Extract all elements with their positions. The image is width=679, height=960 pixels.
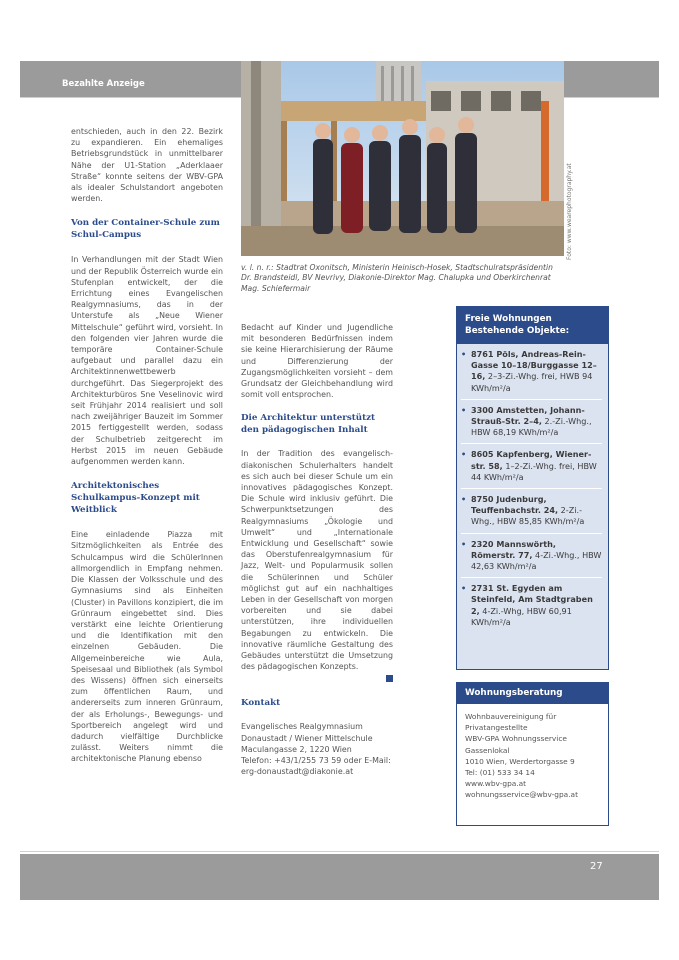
paid-ad-label: Bezahlte Anzeige: [62, 79, 145, 89]
group-photo: [241, 61, 564, 256]
advice-website-link[interactable]: www.wbv-gpa.at: [465, 779, 527, 789]
article-column-2: [241, 322, 393, 778]
paragraph: Bedacht auf Kinder und Jugendliche mit besonderen Bedürfnissen indem sie keine Hierarchisierung der Räume und Differenzierung der Zugangsmöglichkeiten vorsieht – dem Grundsatz der Gleichbehandlung wird somit voll entsprochen.: [241, 323, 393, 400]
contact-line: Donaustadt / Wiener Mittelschule: [241, 733, 373, 743]
paragraph: In der Tradition des evangelisch-diakonischen Schulerhalters handelt es sich auch bei dieser Schule um ein innovatives pädagogisches Konzept. Die Schule wird inklusiv geführt. Die Schwerpunktsetzungen des Realgymnasiums „Ökologie und Umwelt“ und „Internationale Entwicklung und Gesellschaft“ sowie das Oberstufenrealgymnasium für Jazz, Welt- und Popularmusik sollen die Schülerinnen und Schüler möglichst gut auf ein nachhaltiges Leben in der Gesellschaft von morgen vorbereiten und sie dabei unterstützen, ihre individuellen Begabungen zu entwickeln. Die innovative räumliche Gestaltung des Gebäudes unterstützt die Umsetzung des pädagogischen Konzepts.: [241, 449, 393, 672]
advice-line: Gassenlokal: [465, 745, 510, 755]
housing-advice-heading: Wohnungsberatung: [457, 683, 608, 704]
advice-line: WBV-GPA Wohnungsservice: [465, 734, 567, 744]
photo-credit: Foto: www.wearephotography.at: [566, 163, 573, 260]
section-heading: Von der Container-Schule zum Schul-Campus: [71, 218, 220, 241]
housing-advice-box: [456, 682, 609, 826]
section-heading: Architektonisches Schulkampus-Konzept mit Weitblick: [71, 481, 200, 516]
advice-line: 1010 Wien, Werdertorgasse 9: [465, 756, 575, 766]
paragraph: Eine einladende Piazza mit Sitzmöglichkeiten als Entrée des Schulcampus wird die SchülerInnen allmorgendlich in Empfang nehmen. Die Klassen der Volksschule und des Gymnasiums sind als Einheiten (Cluster) in Pavillons konzipiert, die im Grünraum eingebettet sind. Dies verstärkt eine leichte Orientierung und die Identifikation mit den einzelnen Gebäuden. Die Allgemeinbereiche wie Aula, Speisesaal und Bibliothek (als Symbol des Wissens) öffnen sich einerseits zum öffentlichen Raum, und andererseits zum inneren Grünraum, der als Erholungs-, Bewegungs- und Sportbereich angelegt wird und dadurch vielfältige Durchblicke zulässt. Weiters nimmt die architektonische Planung ebenso: [71, 530, 223, 764]
advice-email-link[interactable]: wohnungsservice@wbv-gpa.at: [465, 790, 578, 800]
free-apartments-box: [456, 306, 609, 670]
contact-line: Maculangasse 2, 1220 Wien: [241, 744, 352, 754]
apartment-item: • 2320 Mannswörth, Römerstr. 77, 4-Zi.-Whg., HBW 42,63 KWh/m²/a: [461, 533, 602, 578]
footer-bar: [20, 854, 659, 900]
end-square-icon: [386, 675, 393, 682]
apartment-item: • 8605 Kapfenberg, Wiener-str. 58, 1–2-Zi.-Whg. frei, HBW 44 KWh/m²/a: [461, 443, 602, 488]
contact-line: Telefon: +43/1/255 73 59 oder E-Mail:: [241, 756, 391, 766]
contact-email: erg-donaustadt@diakonie.at: [241, 767, 354, 777]
page-number: 27: [590, 861, 603, 872]
section-heading: Die Architektur unterstützt den pädagogischen Inhalt: [241, 413, 376, 436]
contact-heading: Kontakt: [241, 698, 281, 709]
footer-divider: [20, 851, 659, 852]
advice-line: Wohnbauvereinigung für: [465, 712, 557, 721]
apartment-item: • 8761 Pöls, Andreas-Rein-Gasse 10–18/Burggasse 12–16, 2–3-Zi.-Whg. frei, HWB 94 KWh/m²/a: [461, 344, 602, 399]
apartment-item: • 8750 Judenburg, Teuffenbachstr. 24, 2-Zi.-Whg., HBW 85,85 KWh/m²/a: [461, 488, 602, 533]
free-apartments-heading: Freie Wohnungen Bestehende Objekte:: [457, 307, 608, 344]
article-column-1: [71, 126, 223, 765]
apartment-item: • 3300 Amstetten, Johann-Strauß-Str. 2–4, 2.-Zi.-Whg., HBW 68,19 KWh/m²/a: [461, 399, 602, 444]
paragraph: entschieden, auch in den 22. Bezirk zu expandieren. Ein ehemaliges Betriebsgrundstück in unmittelbarer Nähe der U1-Station „Aderklaaer Straße“ konnte seitens der WBV-GPA als idealer Schulstandort angeboten werden.: [71, 127, 223, 204]
advice-phone: Tel: (01) 533 34 14: [465, 768, 535, 778]
apartment-item: • 2731 St. Egyden am Steinfeld, Am Stadtgraben 2, 4-Zi.-Whg, HBW 60,91 KWh/m²/a: [461, 577, 602, 633]
contact-line: Evangelisches Realgymnasium: [241, 722, 363, 732]
advice-line: Privatangestellte: [465, 723, 528, 733]
photo-caption: v. l. n. r.: Stadtrat Oxonitsch, Ministerin Heinisch-Hosek, Stadtschulratspräsidentin Dr. Brandsteidl, BV Nevrivy, Diakonie-Direktor Mag. Chalupka und Oberkirchenrat Mag. Schiefermair: [241, 263, 553, 293]
paragraph: In Verhandlungen mit der Stadt Wien und der Republik Österreich wurde ein Stufenplan entwickelt, der die Errichtung eines Evangelischen Realgymnasiums, das in der Unterstufe als „Neue Wiener Mittelschule“ geführt wird, vorsieht. In den folgenden vier Jahren wurde die temporäre Container-Schule aufgebaut und parallel dazu ein Architektinnenwettbewerb durchgeführt. Das Siegerprojekt des Architekturbüros Sne Veselinovic wird seit Frühjahr 2014 realisiert und soll nach zweijähriger Bauzeit im Sommer 2015 fertiggestellt werden, sodass der Schulbetrieb zeitgerecht im Herbst 2015 im neuen Gebäude aufgenommen werden kann.: [71, 255, 223, 467]
